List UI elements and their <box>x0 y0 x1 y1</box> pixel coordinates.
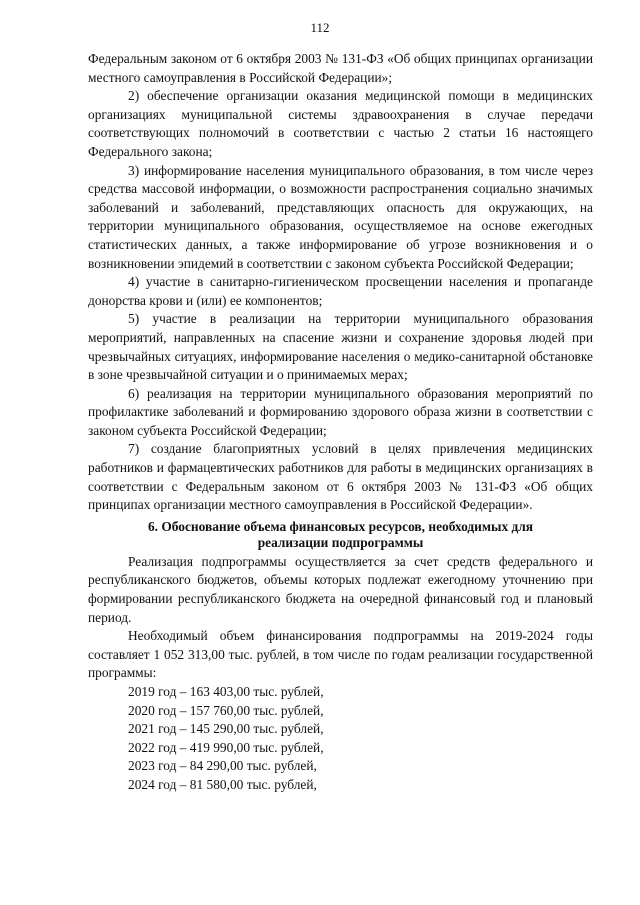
list-item: 2019 год – 163 403,00 тыс. рублей, <box>128 684 324 699</box>
paragraph: 6) реализация на территории муниципального образования мероприятий по профилактике заболеваний и формированию здорового образа жизни в соответствии с законом субъекта Российской Федерации; <box>88 385 593 438</box>
list-item: 2023 год – 84 290,00 тыс. рублей, <box>128 758 317 774</box>
paragraph: 2) обеспечение организации оказания медицинской помощи в медицинских организациях муниципальной системы здравоохранения в случае передачи соответствующих полномочий в соответствии с частью 2 статьи 16 настоящего Федерального закона; <box>88 88 593 159</box>
paragraph: Реализация подпрограммы осуществляется за счет средств федерального и республиканского бюджетов, объемы которых подлежат ежегодному уточнению при формировании республиканского бюджета на очередной финансовый год и плановый период. <box>88 553 593 625</box>
paragraph: 3) информирование населения муниципального образования, в том числе через средства массовой информации, о возможности распространения социально значимых заболеваний и заболеваний, представляющих опасность для окружающих, на территории муниципального образования, осуществляемое на основе ежегодных статистических данных, а также информирование об угрозе возникновения и о возникновении эпидемий в соответствии с законом субъекта Российской Федерации; <box>88 162 593 271</box>
list-item: 2021 год – 145 290,00 тыс. рублей, <box>128 721 324 737</box>
yearly-funding-list <box>88 683 593 795</box>
paragraph: 5) участие в реализации на территории муниципального образования мероприятий, направленных на спасение жизни и сохранение здоровья людей при чрезвычайных ситуациях, информирование населения о медико-санитарной обстановке в зоне чрезвычайной ситуации и о принимаемых мерах; <box>88 311 593 383</box>
list-item: 2020 год – 157 760,00 тыс. рублей, <box>128 702 324 718</box>
list-item: 2022 год – 419 990,00 тыс. рублей, <box>128 739 324 755</box>
paragraph: Необходимый объем финансирования подпрограммы на 2019-2024 годы составляет 1 052 313,00 тыс. рублей, в том числе по годам реализации государственной программы: <box>88 628 593 681</box>
paragraph: 4) участие в санитарно-гигиеническом просвещении населения и пропаганде донорства крови и (или) ее компонентов; <box>88 274 593 308</box>
page-number: 112 <box>310 20 330 35</box>
list-item: 2024 год – 81 580,00 тыс. рублей, <box>128 776 317 792</box>
paragraph: 7) создание благоприятных условий в целях привлечения медицинских работников и фармацевтических работников для работы в медицинских организациях в соответствии с Федеральным законом от 6 октября 2003 № 131-ФЗ «Об общих принципах организации местного самоуправления в Российской Федерации». <box>88 441 593 513</box>
document-body <box>88 50 593 795</box>
paragraph: Федеральным законом от 6 октября 2003 № 131-ФЗ «Об общих принципах организации местного самоуправления в Российской Федерации»; <box>88 51 593 85</box>
section-heading: 6. Обоснование объема финансовых ресурсов, необходимых для реализации подпрограммы <box>147 518 534 550</box>
